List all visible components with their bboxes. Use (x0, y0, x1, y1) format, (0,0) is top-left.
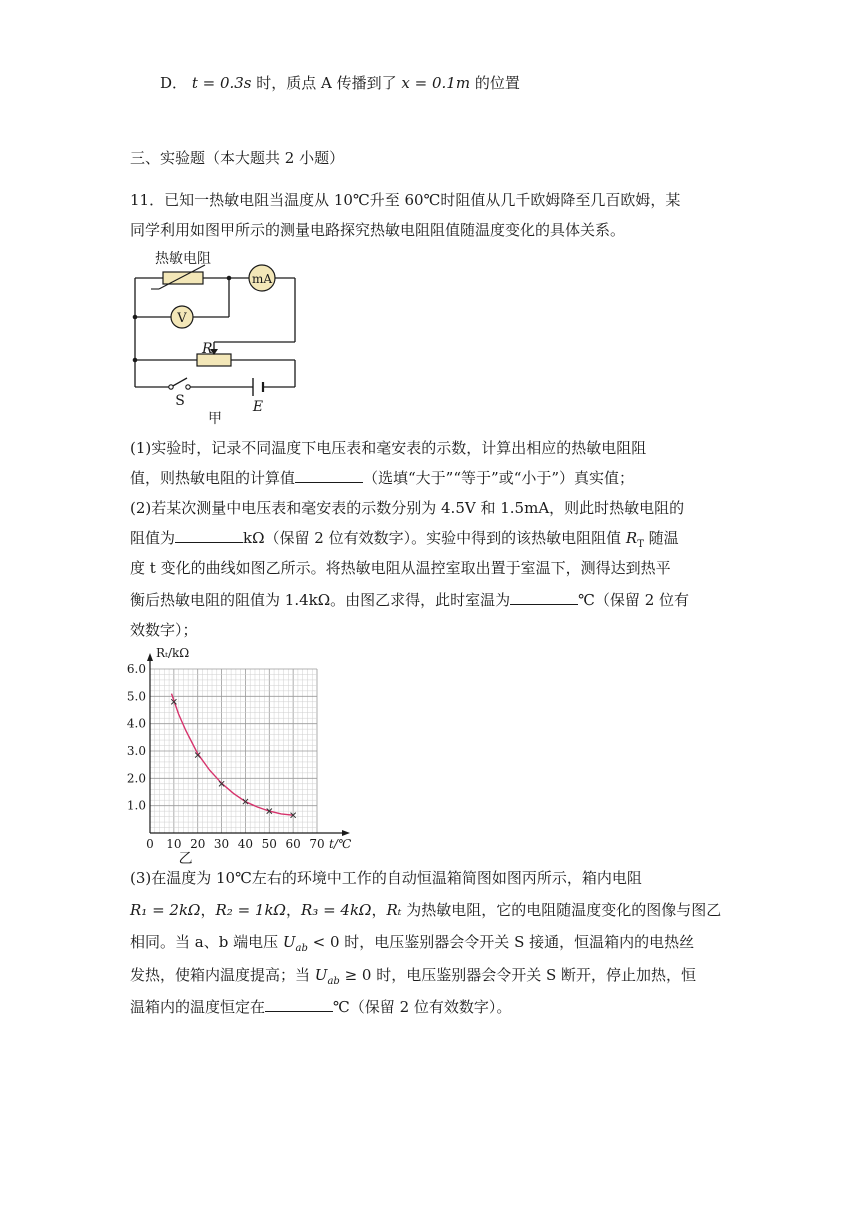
q11-part3-text-4: 发热，使箱内温度提高；当 (130, 966, 315, 984)
r2-value: R₂ = 1kΩ (215, 901, 286, 919)
option-d-position: x = 0.1m (401, 74, 471, 92)
y-tick-label: 4.0 (126, 716, 146, 731)
thermistor-resistor (163, 272, 203, 284)
rheostat-label: R (202, 341, 213, 357)
q11-part2-text-4-tail: ℃（保留 2 位有 (578, 591, 690, 609)
chart-caption: 乙 (178, 851, 193, 865)
junction-dot (133, 358, 138, 363)
q11-part3-text-2: 为热敏电阻，它的电阻随温度变化的图像与图乙 (401, 901, 722, 919)
x-axis-arrow-icon (342, 830, 350, 836)
y-axis-arrow-icon (147, 653, 153, 661)
y-tick-label: 6.0 (126, 662, 146, 676)
thermistor-label: 热敏电阻 (155, 251, 211, 267)
battery-label: E (252, 399, 264, 415)
chart-grid (150, 669, 317, 833)
q11-part3-text-5-tail: ℃（保留 2 位有效数字）。 (333, 998, 512, 1016)
q11-part2-text-4: 衡后热敏电阻的阻值为 1.4kΩ。由图乙求得，此时室温为 (130, 591, 511, 609)
option-d (160, 73, 520, 93)
rt-symbol-2: Rₜ (386, 901, 402, 919)
q11-part1-text: 值，则热敏电阻的计算值 (130, 469, 296, 487)
section-title: 三、实验题（本大题共 2 小题） (130, 149, 345, 167)
option-d-label: D． (160, 74, 188, 92)
x-tick-label: 10 (166, 837, 182, 851)
q11-part2-text-tail: 随温 (643, 529, 679, 547)
q11-stem-line-1: 11．已知一热敏电阻当温度从 10℃升至 60℃时阻值从几千欧姆降至几百欧姆，某 (130, 191, 681, 209)
q11-part2-line-1: (2)若某次测量中电压表和毫安表的示数分别为 4.5V 和 1.5mA，则此时热敏电阻的 (130, 499, 685, 517)
uab-subscript: ab (295, 943, 308, 954)
q11-part3-line-5 (130, 997, 511, 1017)
q11-part2-text-mid: kΩ（保留 2 位有效数字）。实验中得到的该热敏电阻阻值 (243, 529, 626, 547)
q11-part3-text-3-tail: < 0 时，电压鉴别器会令开关 S 接通，恒温箱内的电热丝 (307, 933, 695, 951)
r3-value: R₃ = 4kΩ (301, 901, 372, 919)
junction-dot (227, 276, 232, 281)
x-tick-label: 0 (146, 837, 154, 851)
y-tick-label: 3.0 (126, 744, 146, 758)
q11-part3-line-3 (130, 932, 694, 959)
x-tick-label: 70 (309, 837, 325, 851)
q11-part2-text: 阻值为 (130, 529, 176, 547)
option-d-mid: 时，质点 A 传播到了 (251, 74, 402, 92)
separator: ， (200, 901, 216, 919)
q11-part2-line-3: 度 t 变化的曲线如图乙所示。将热敏电阻从温控室取出置于室温下，测得达到热平 (130, 559, 671, 577)
switch-contact (169, 385, 173, 389)
answer-blank-3 (510, 590, 578, 605)
rt-symbol: R (625, 529, 638, 547)
option-d-time: t = 0.3s (191, 74, 252, 92)
circuit-caption: 甲 (208, 411, 222, 427)
y-tick-label: 5.0 (126, 689, 146, 704)
x-tick-label: 30 (213, 837, 230, 851)
q11-stem-line-2: 同学利用如图甲所示的测量电路探究热敏电阻阻值随温度变化的具体关系。 (130, 221, 626, 239)
answer-blank-2 (175, 528, 243, 543)
q11-part1-line-1: (1)实验时，记录不同温度下电压表和毫安表的示数，计算出相应的热敏电阻阻 (130, 439, 647, 457)
y-tick-label: 1.0 (126, 798, 146, 813)
answer-blank-1 (295, 468, 363, 483)
separator: ， (371, 901, 387, 919)
x-tick-label: 60 (285, 837, 301, 851)
x-tick-label: 50 (261, 837, 277, 851)
q11-part3-text-4-tail: ≥ 0 时，电压鉴别器会令开关 S 断开，停止加热，恒 (339, 966, 697, 984)
circuit-diagram (125, 245, 305, 430)
q11-part3-text-5: 温箱内的温度恒定在 (130, 998, 266, 1016)
rt-subscript: T (637, 539, 644, 550)
q11-part3-line-2 (130, 900, 721, 920)
q11-part3-line-1: (3)在温度为 10℃左右的环境中工作的自动恒温箱简图如图丙所示，箱内电阻 (130, 869, 642, 887)
q11-part2-line-2 (130, 528, 679, 555)
junction-dot (133, 315, 138, 320)
uab-symbol: U (282, 933, 296, 951)
rt-curve (172, 694, 294, 816)
y-axis-label: Rₜ/kΩ (156, 646, 190, 660)
switch-label: S (175, 393, 185, 409)
answer-blank-4 (265, 997, 333, 1012)
q11-part2-line-4 (130, 590, 689, 610)
x-tick-label: 40 (237, 837, 254, 851)
uab-subscript-2: ab (327, 976, 340, 987)
q11-part3-line-4 (130, 965, 696, 992)
uab-symbol-2: U (314, 966, 328, 984)
x-tick-label: 20 (190, 837, 206, 851)
r1-value: R₁ = 2kΩ (130, 901, 201, 919)
rt-temperature-chart (125, 643, 355, 865)
separator: ， (285, 901, 301, 919)
chart-axes (147, 653, 350, 836)
switch-contact (186, 385, 190, 389)
y-tick-label: 2.0 (126, 771, 146, 786)
voltmeter-label: V (177, 311, 187, 326)
x-axis-label: t/℃ (329, 837, 352, 851)
q11-part1-text-tail: （选填“大于”“等于”或“小于”）真实值； (363, 469, 635, 487)
q11-part2-line-5: 效数字）； (130, 621, 198, 639)
q11-part3-text-3: 相同。当 a、b 端电压 (130, 933, 283, 951)
ammeter-label: mA (251, 272, 273, 286)
q11-part1-line-2 (130, 468, 634, 488)
option-d-end: 的位置 (470, 74, 520, 92)
